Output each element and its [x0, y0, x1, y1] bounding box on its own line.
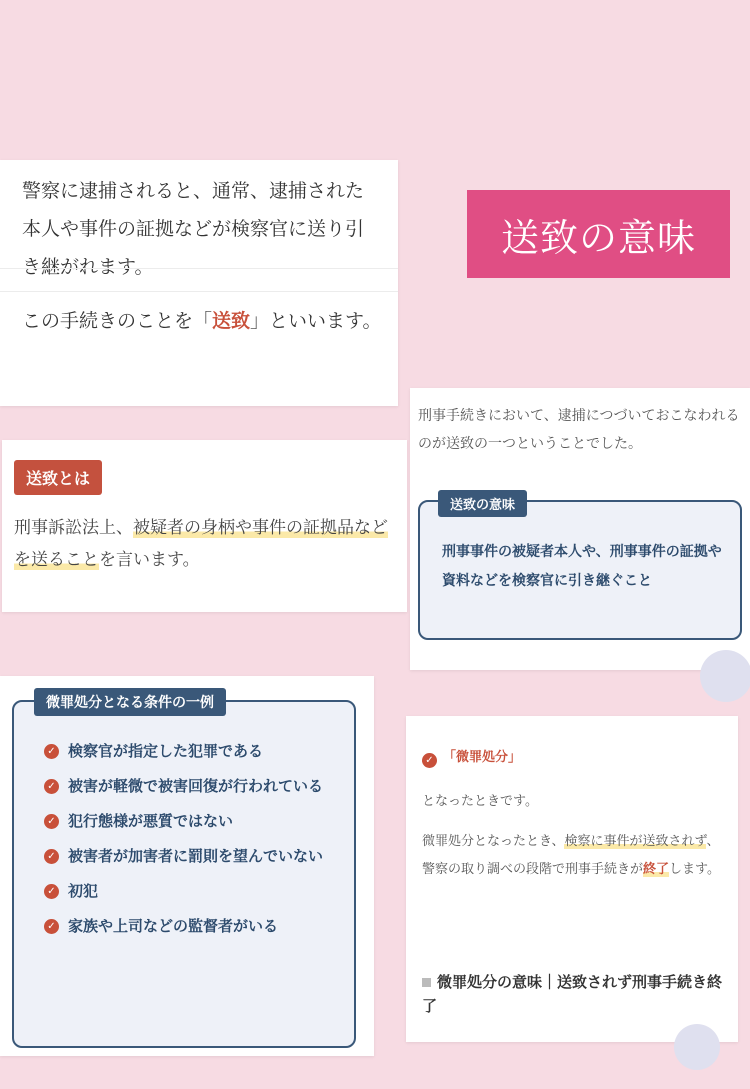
- result-line: となったときです。: [422, 794, 538, 809]
- meaning-box-text: 刑事事件の被疑者本人や、刑事事件の証拠や資料などを検察官に引き継ぐこと: [442, 544, 722, 589]
- text-suffix: を言います。: [99, 550, 200, 570]
- sochi-towa-card: [2, 440, 407, 612]
- divider: [0, 268, 398, 292]
- related-article-link[interactable]: [422, 970, 727, 1018]
- square-bullet-icon: [422, 978, 431, 987]
- text-prefix: 刑事訴訟法上、: [14, 518, 133, 538]
- meaning-intro: 刑事手続きにおいて、逮捕につづいておこなわれるのが送致の一つということでした。: [418, 408, 740, 452]
- highlighted-text: 被疑者の身柄や事件の証拠品などを送ること: [14, 518, 388, 570]
- intro-paragraph: 警察に逮捕されると、通常、逮捕された本人や事件の証拠などが検察官に送り引き継がれます。: [22, 180, 365, 278]
- check-icon: ✓: [44, 779, 59, 794]
- sochi-towa-tag: 送致とは: [14, 460, 102, 495]
- sochi-term: 送致: [212, 310, 251, 332]
- intro-card: [0, 160, 398, 406]
- check-icon: ✓: [44, 814, 59, 829]
- conditions-list: [44, 738, 334, 948]
- bizai-result-card: [406, 716, 738, 1042]
- para-prefix: 微罪処分となったとき、: [422, 834, 565, 849]
- check-icon: ✓: [44, 849, 59, 864]
- scroll-top-button[interactable]: [674, 1024, 720, 1070]
- para-term: 終了: [643, 862, 670, 877]
- bizai-term-line: [422, 746, 521, 766]
- check-icon: ✓: [44, 884, 59, 899]
- result-paragraph: [422, 828, 727, 884]
- para-suffix: します。: [669, 862, 720, 877]
- paragraph-prefix: この手続きのことを「: [22, 310, 213, 332]
- list-item-text: 被害が軽微で被害回復が行われている: [68, 777, 324, 795]
- related-link-text[interactable]: 微罪処分の意味｜送致されず刑事手続き終了: [422, 973, 723, 1015]
- list-item: [44, 878, 334, 905]
- check-icon: ✓: [44, 919, 59, 934]
- bizai-term: 「微罪処分」: [443, 750, 522, 765]
- meaning-box-label: 送致の意味: [438, 490, 527, 517]
- list-item-text: 被害者が加害者に罰則を望んでいない: [68, 847, 324, 865]
- paragraph-suffix: 」といいます。: [250, 310, 382, 332]
- para-highlight: 検察に事件が送致されず: [564, 834, 707, 849]
- list-item: [44, 738, 334, 765]
- sochi-meaning-card: [410, 388, 750, 670]
- list-item: [44, 773, 334, 800]
- check-icon: ✓: [422, 753, 437, 768]
- sochi-towa-text: [14, 512, 404, 576]
- list-item: [44, 808, 334, 835]
- conditions-box-label: 微罪処分となる条件の一例: [34, 688, 226, 716]
- list-item-text: 家族や上司などの監督者がいる: [68, 917, 279, 935]
- page-title: 送致の意味: [467, 190, 730, 278]
- check-icon: ✓: [44, 744, 59, 759]
- list-item-text: 初犯: [68, 882, 99, 900]
- scroll-top-button[interactable]: [700, 650, 750, 702]
- bizai-conditions-card: [0, 676, 374, 1056]
- sochi-definition-paragraph: [22, 302, 382, 340]
- para-middle: 、警察の取り調べの段階で刑事手続きが: [422, 834, 720, 877]
- list-item: [44, 913, 334, 940]
- list-item: [44, 843, 334, 870]
- list-item-text: 犯行態様が悪質ではない: [68, 812, 234, 830]
- list-item-text: 検察官が指定した犯罪である: [68, 742, 264, 760]
